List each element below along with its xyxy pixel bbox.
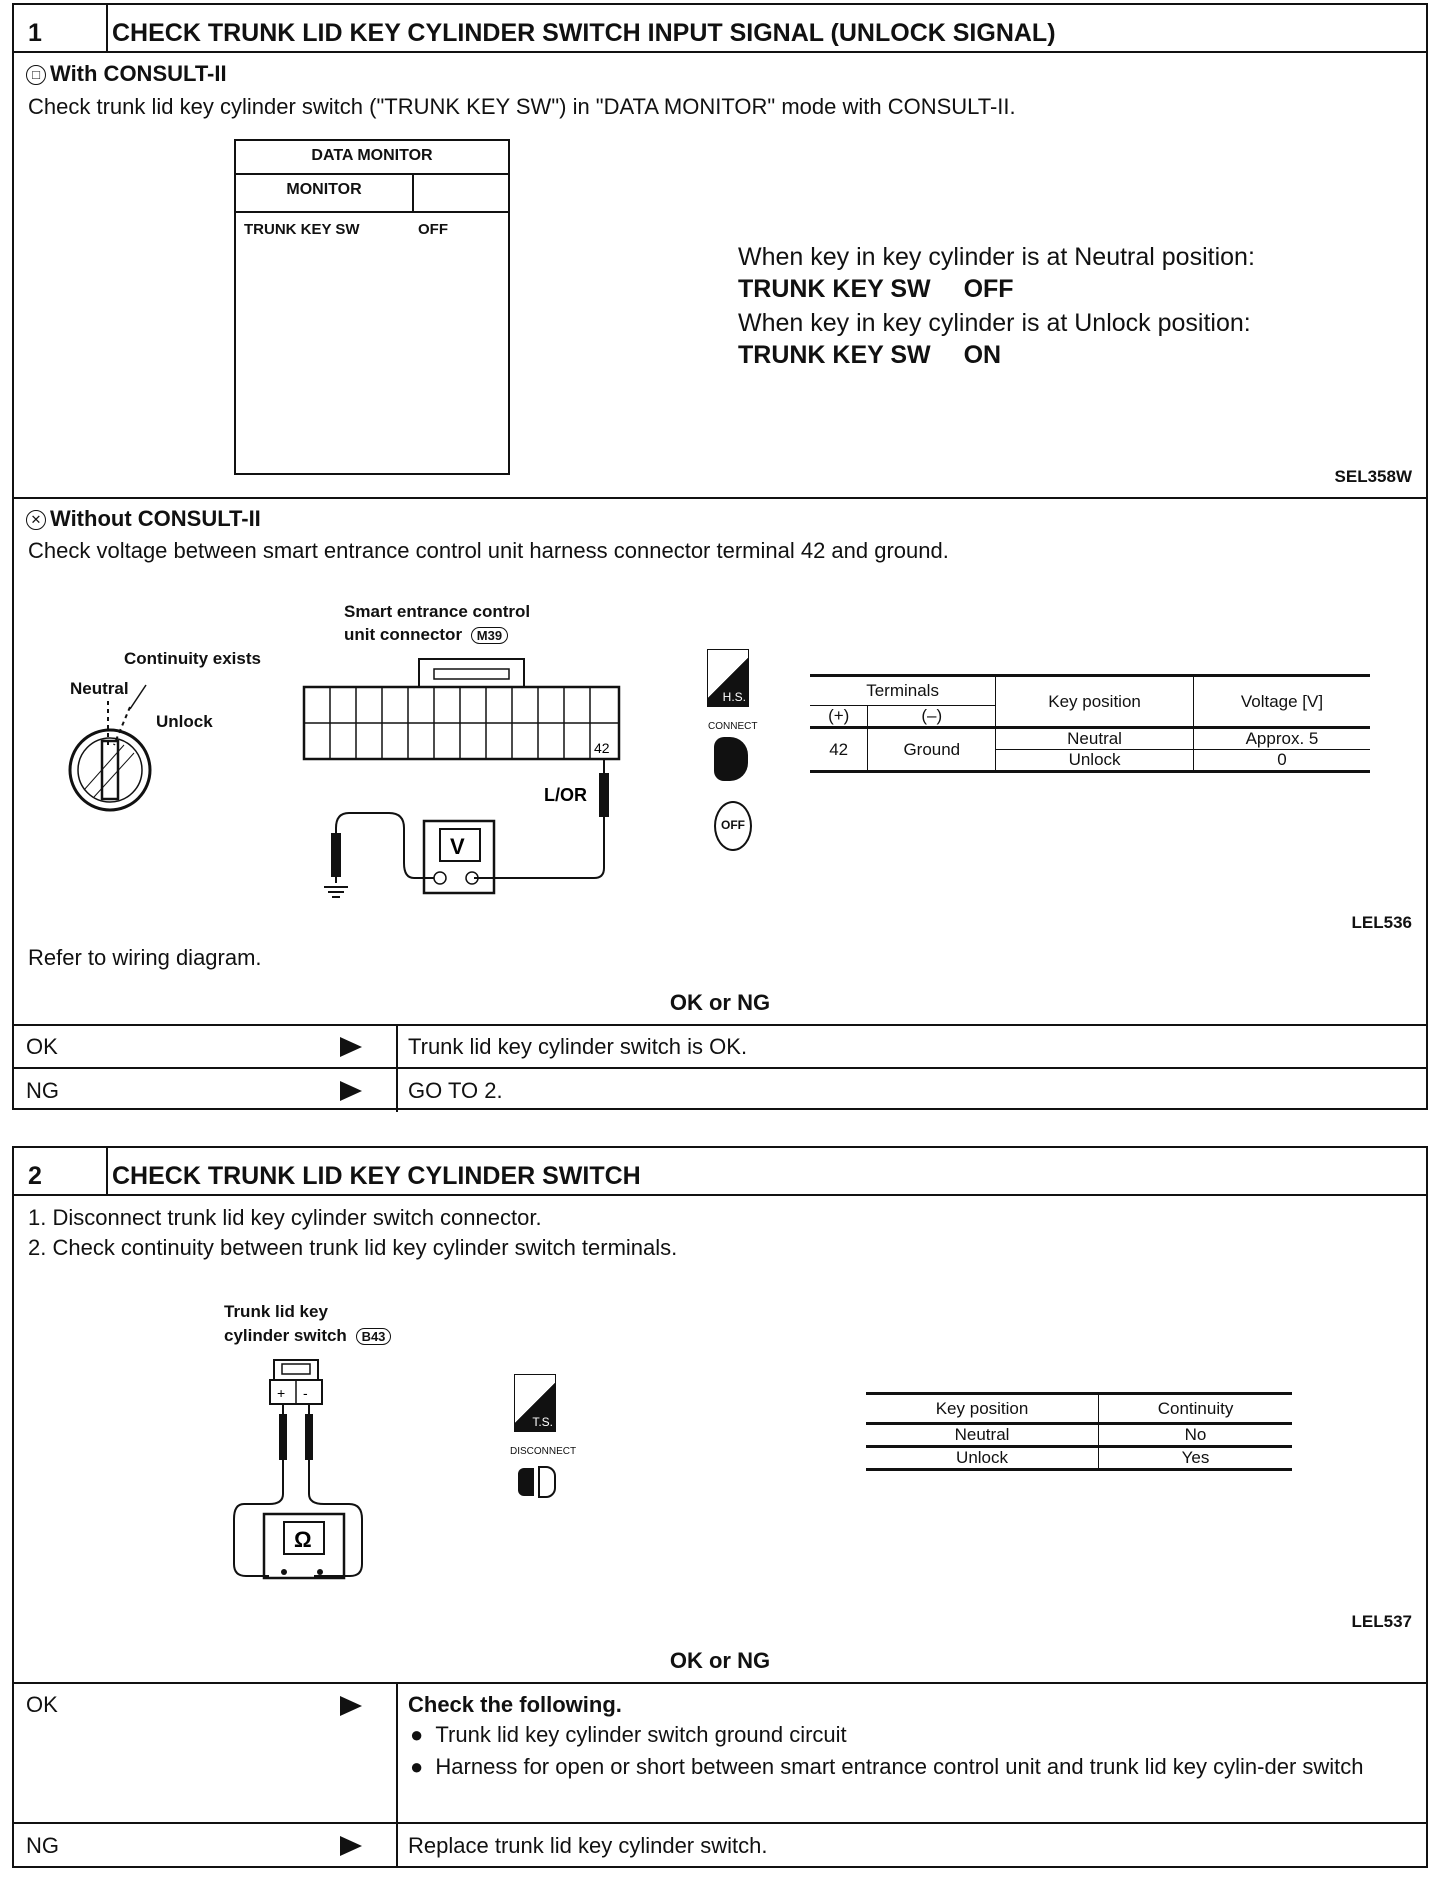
plus-header: (+) (810, 706, 868, 728)
voltage-table (810, 674, 1370, 773)
ts-badge-text: T.S. (532, 1415, 553, 1429)
divider (412, 173, 414, 211)
without-consult-heading (26, 506, 261, 532)
with-consult-heading (26, 61, 227, 87)
continuity-neutral: No (1099, 1424, 1292, 1447)
consult-tool-icon: □ (26, 65, 46, 85)
key-position-header: Key position (996, 676, 1194, 728)
step-2-number: 2 (28, 1162, 42, 1190)
voltmeter-symbol: V (450, 834, 465, 859)
data-monitor-header: MONITOR (286, 181, 362, 198)
ok-or-ng-title-2: OK or NG (669, 1648, 771, 1673)
ohmmeter-jack (281, 1569, 287, 1575)
divider (14, 1822, 1426, 1824)
hs-badge-text: H.S. (722, 690, 746, 704)
switch-label-2-text: cylinder switch (224, 1326, 347, 1345)
ng-result-2: Replace trunk lid key cylinder switch. (408, 1833, 768, 1858)
key-cylinder-diagram (64, 665, 184, 815)
condition-neutral: When key in key cylinder is at Neutral position: (738, 243, 1255, 271)
meter-wire-minus (336, 813, 434, 883)
data-monitor-screen (234, 139, 510, 475)
figure-id-lel537: LEL537 (1351, 1612, 1412, 1631)
ok-item-2-text: Harness for open or short between smart entrance control unit and trunk lid key cylin-der switch (435, 1754, 1364, 1779)
key-position-header: Key position (866, 1394, 1099, 1424)
divider (14, 51, 1426, 53)
step-2-box (12, 1146, 1428, 1868)
ng-arrow-icon (340, 1836, 362, 1856)
step-2-title: CHECK TRUNK LID KEY CYLINDER SWITCH (112, 1162, 641, 1190)
step-1-box (12, 3, 1428, 1110)
disconnect-socket (538, 1466, 556, 1498)
ok-label-2: OK (26, 1692, 58, 1717)
step-2-instruction-2: 2. Check continuity between trunk lid key cylinder switch terminals. (28, 1235, 678, 1260)
continuity-unlock: Yes (1099, 1447, 1292, 1470)
ok-heading-2: Check the following. (408, 1692, 622, 1717)
minus-terminal-mark: - (303, 1385, 308, 1401)
result-neutral-value: OFF (963, 275, 1014, 303)
disconnect-icon (518, 1462, 558, 1502)
ok-item-1 (410, 1722, 847, 1748)
connector-cells (304, 687, 619, 759)
ok-arrow-icon (340, 1037, 362, 1057)
probe-tip (599, 773, 609, 817)
ng-arrow-icon (340, 1081, 362, 1101)
refer-wiring-diagram: Refer to wiring diagram. (28, 945, 262, 970)
step-1-header-divider (106, 5, 108, 51)
continuity-table (866, 1392, 1292, 1471)
result-unlock (738, 341, 1001, 370)
ground-probe (331, 833, 341, 877)
table-row (866, 1424, 1292, 1447)
ok-result-1: Trunk lid key cylinder switch is OK. (408, 1034, 748, 1059)
connector-wiring-diagram (294, 653, 694, 913)
step-2-header-divider (106, 1148, 108, 1194)
table-row (810, 728, 1370, 750)
position-unlock: Unlock (996, 750, 1194, 772)
divider (14, 1024, 1426, 1026)
ignition-off-icon (714, 801, 752, 851)
step-1-title: CHECK TRUNK LID KEY CYLINDER SWITCH INPUT SIGNAL (UNLOCK SIGNAL) (112, 19, 1056, 47)
divider (14, 1194, 1426, 1196)
plus-terminal-mark: + (277, 1385, 286, 1401)
with-consult-heading-text: With CONSULT-II (50, 61, 227, 86)
divider (14, 497, 1426, 499)
lead-minus (309, 1494, 362, 1576)
ng-label-1: NG (26, 1078, 59, 1103)
without-consult-heading-text: Without CONSULT-II (50, 506, 261, 531)
step-2-instruction-1: 1. Disconnect trunk lid key cylinder switch connector. (28, 1205, 542, 1230)
bullet-icon: ● (410, 1754, 424, 1779)
connector-label-2 (344, 625, 508, 645)
plus-value: 42 (810, 728, 868, 772)
result-neutral (738, 275, 1014, 304)
neutral-label: Neutral (70, 679, 129, 698)
connect-icon (714, 737, 748, 781)
minus-value: Ground (868, 728, 996, 772)
result-unlock-label: TRUNK KEY SW (738, 341, 931, 369)
data-monitor-item: TRUNK KEY SW (244, 221, 360, 238)
bullet-icon: ● (410, 1722, 424, 1747)
without-consult-instruction: Check voltage between smart entrance control unit harness connector terminal 42 and ground. (28, 538, 949, 563)
connector-code-b43: B43 (356, 1328, 392, 1345)
switch-label-2 (224, 1326, 391, 1346)
result-column-divider (396, 1682, 398, 1866)
disconnect-plug (518, 1468, 534, 1496)
switch-label-1: Trunk lid key (224, 1302, 328, 1321)
table-row (866, 1447, 1292, 1470)
voltmeter-minus-jack (434, 872, 446, 884)
key-slot (102, 741, 118, 799)
hs-icon (707, 649, 749, 707)
divider (14, 1682, 1426, 1684)
position-neutral: Neutral (996, 728, 1194, 750)
divider (14, 1067, 1426, 1069)
result-unlock-value: ON (963, 341, 1002, 369)
connector-latch-inner (434, 669, 509, 679)
disconnect-label: DISCONNECT (510, 1446, 577, 1457)
ok-label-1: OK (26, 1034, 58, 1059)
no-consult-icon: ✕ (26, 510, 46, 530)
ok-item-1-text: Trunk lid key cylinder switch ground circuit (435, 1722, 847, 1747)
figure-id-sel358w: SEL358W (1334, 467, 1412, 486)
continuity-exists-label: Continuity exists (124, 649, 261, 668)
divider (236, 173, 508, 175)
connector-code-m39: M39 (471, 627, 508, 644)
ohmmeter-diagram (214, 1354, 394, 1584)
ignition-off-label: OFF (721, 818, 745, 832)
divider (236, 211, 508, 213)
table-row (810, 676, 1370, 706)
result-column-divider (396, 1024, 398, 1112)
continuity-pointer (130, 685, 146, 709)
condition-unlock: When key in key cylinder is at Unlock position: (738, 309, 1251, 337)
ohmmeter-jack (317, 1569, 323, 1575)
connector-label-1: Smart entrance control (344, 602, 531, 621)
ng-result-1: GO TO 2. (408, 1078, 503, 1103)
key-slot-hatch (94, 753, 134, 797)
figure-id-lel536: LEL536 (1351, 913, 1412, 932)
result-neutral-label: TRUNK KEY SW (738, 275, 931, 303)
ng-label-2: NG (26, 1833, 59, 1858)
ok-or-ng-title-1: OK or NG (669, 990, 771, 1015)
key-cylinder-inner (78, 738, 142, 802)
voltage-header: Voltage [V] (1193, 676, 1370, 728)
ohmmeter-symbol: Ω (294, 1527, 312, 1552)
continuity-header: Continuity (1099, 1394, 1292, 1424)
switch-connector (274, 1360, 318, 1380)
voltage-unlock: 0 (1193, 750, 1370, 772)
terminals-header: Terminals (810, 676, 996, 706)
wire-color-label: L/OR (544, 785, 587, 805)
data-monitor-value: OFF (418, 221, 448, 238)
switch-connector-inner (282, 1364, 310, 1374)
connector-label-2-text: unit connector (344, 625, 463, 644)
connect-label: CONNECT (708, 721, 758, 732)
table-row (866, 1394, 1292, 1424)
unlock-label: Unlock (156, 712, 213, 731)
position-neutral: Neutral (866, 1424, 1099, 1447)
ok-arrow-icon (340, 1696, 362, 1716)
position-unlock: Unlock (866, 1447, 1099, 1470)
ok-item-2 (410, 1752, 1410, 1781)
minus-header: (–) (868, 706, 996, 728)
ts-icon (514, 1374, 556, 1432)
terminal-42-label: 42 (594, 740, 610, 756)
data-monitor-title: DATA MONITOR (311, 147, 433, 164)
voltage-neutral: Approx. 5 (1193, 728, 1370, 750)
step-1-number: 1 (28, 19, 42, 47)
lead-plus (234, 1494, 283, 1576)
with-consult-instruction: Check trunk lid key cylinder switch ("TRUNK KEY SW") in "DATA MONITOR" mode with CONSULT-II. (28, 94, 1016, 119)
